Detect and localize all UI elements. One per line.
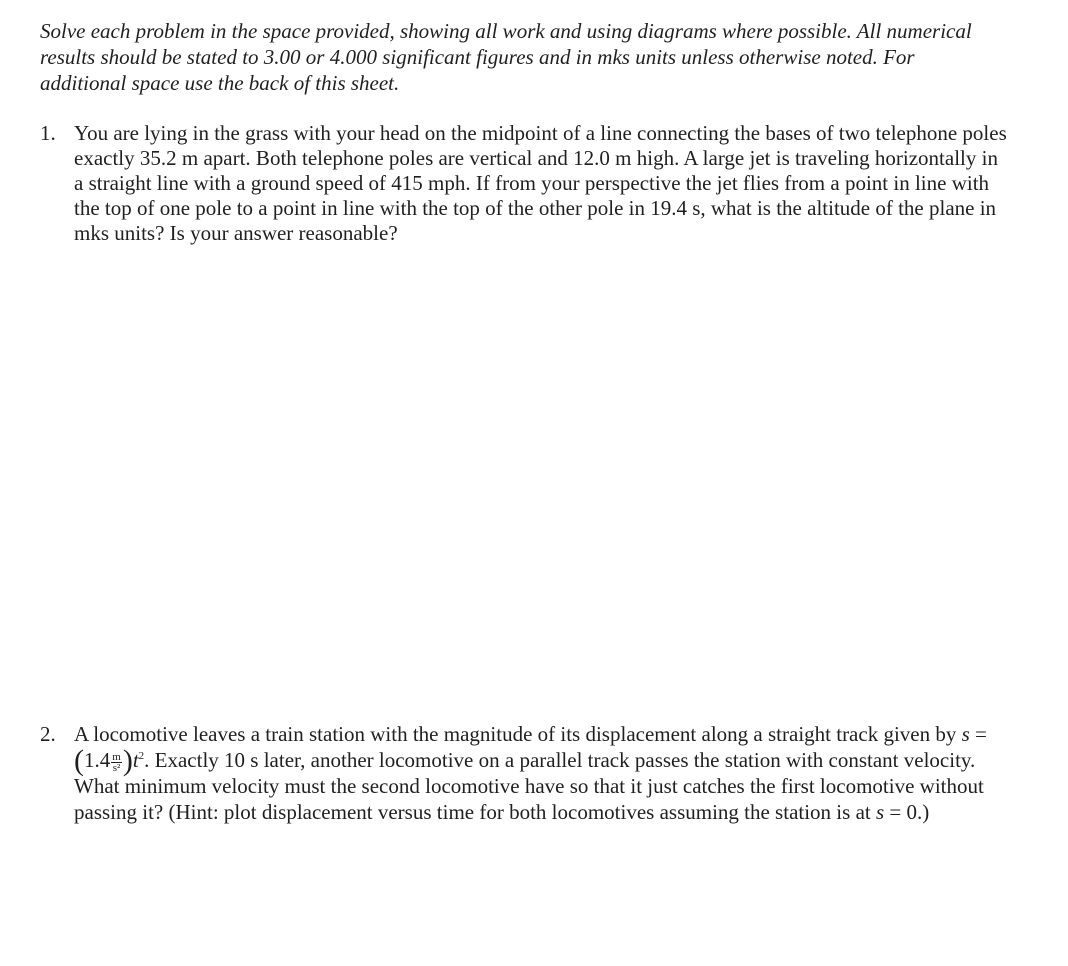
- unit-numerator: m: [112, 750, 121, 763]
- problem-text-after: . Exactly 10 s later, another locomotive on a parallel track passes the station with constant velocity. What minimum velocity must the second locomotive have so that it just catches the first locomotive without passing it? (Hint: plot displacement versus time for both locomotives assuming the station is at: [74, 748, 984, 824]
- equation-equals: =: [975, 722, 987, 746]
- problem-text: You are lying in the grass with your head on the midpoint of a line connecting the bases of two telephone poles exactly 35.2 m apart. Both telephone poles are vertical and 12.0 m high. A large jet is traveling horizontally in a straight line with a ground speed of 415 mph. If from your perspective the jet flies from a point in line with the top of one pole to a point in line with the top of the other pole in 19.4 s, what is the altitude of the plane in mks units? Is your answer reasonable?: [74, 121, 1007, 245]
- problem-number: 1.: [40, 121, 56, 145]
- instructions: Solve each problem in the space provided, showing all work and using diagrams where possible. All numerical results should be stated to 3.00 or 4.000 significant figures and in mks units unless otherwise noted. For additional space use the back of this sheet.: [40, 19, 972, 95]
- end-equation: = 0.): [889, 800, 930, 824]
- problem-1: [40, 121, 1010, 246]
- equation-exponent: 2: [138, 750, 145, 762]
- equation-coefficient: 1.4: [84, 748, 111, 772]
- problem-text-before: A locomotive leaves a train station with the magnitude of its displacement along a straight track given by: [74, 722, 957, 746]
- problem-number: 2.: [40, 722, 56, 746]
- right-paren-icon: ): [122, 744, 133, 777]
- problem-text: [74, 721, 1010, 825]
- unit-denominator: s²: [112, 761, 121, 774]
- equation-time: t: [132, 748, 139, 772]
- unit-fraction: [111, 752, 122, 773]
- problem-2: [40, 721, 1010, 825]
- end-variable: s: [875, 800, 885, 824]
- equation-variable: s: [961, 722, 970, 746]
- left-paren-icon: (: [74, 744, 84, 777]
